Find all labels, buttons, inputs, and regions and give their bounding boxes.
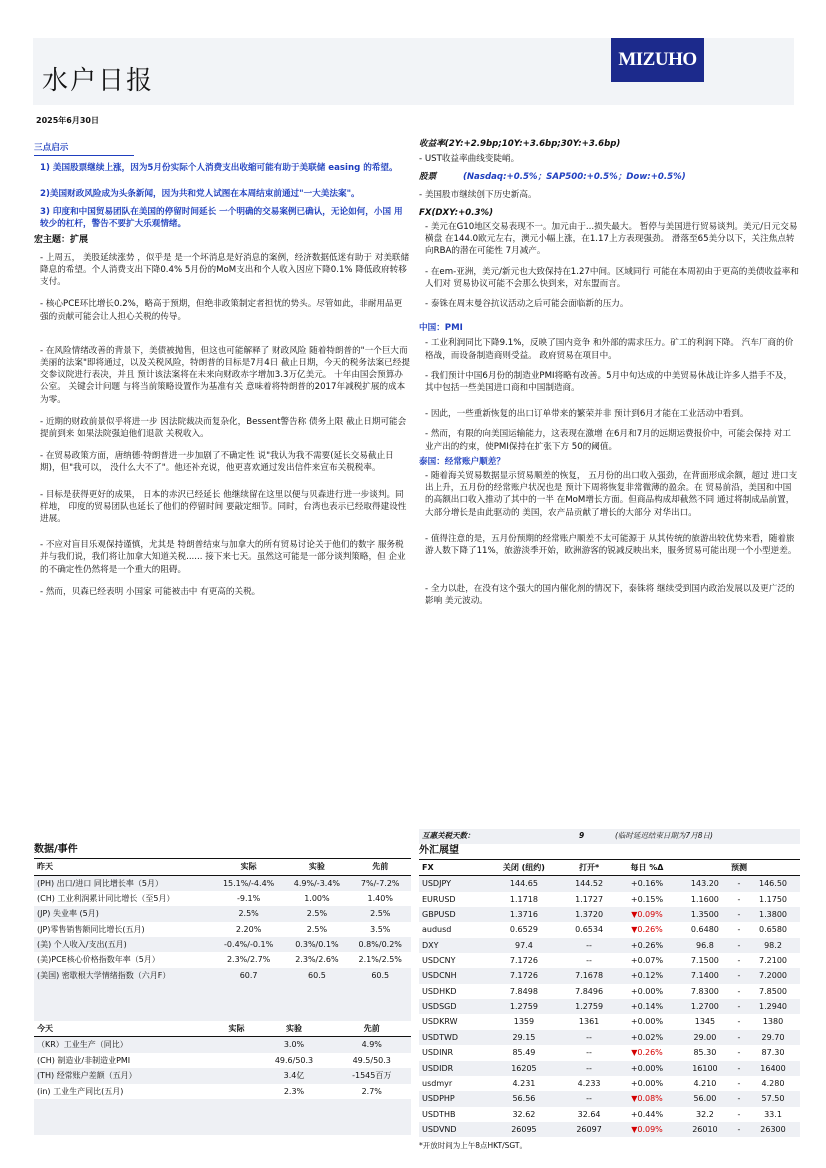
table-cell: 7.2000	[759, 971, 787, 981]
table-cell: 2.1%/2.5%	[358, 955, 402, 965]
table-cell: USDSGD	[422, 1002, 457, 1012]
table-cell: ▼0.26%	[631, 1048, 663, 1058]
table-cell: -	[737, 1017, 741, 1027]
table-row	[34, 1084, 411, 1099]
macro-para-4: - 近期的财政前景似乎将进一步 因法院裁决而复杂化，Bessent警告称 债务上限 截止日期可能会提前到来 如果法院强迫他们退款 关税收入。	[40, 416, 407, 440]
table-cell: (JP)零售销售额同比增长(五月)	[37, 924, 145, 934]
table-cell: USDVND	[422, 1124, 457, 1134]
table-cell: +0.15%	[630, 894, 664, 904]
table-cell: +0.14%	[630, 1002, 664, 1012]
table-cell: -1545百万	[352, 1071, 392, 1081]
table-cell: --	[586, 1094, 592, 1104]
table-cell: -0.4%/-0.1%	[224, 939, 274, 949]
fx-row	[419, 922, 800, 937]
table-cell: --	[586, 1063, 592, 1073]
stocks-note: - 美国股市继续创下历史新高。	[419, 189, 537, 200]
col-header: 先前	[332, 1021, 411, 1037]
table-cell: 143.20	[690, 879, 719, 889]
china-para-4: - 然而，有限的向美国运输能力，这表现在激增 在6月和7月的远期运费报价中，可能会保持 对工业产出的约束，使PMI保持在扩张下方 50的阈值。	[425, 429, 791, 452]
fx-row	[419, 1122, 800, 1137]
events-today-table	[34, 1021, 411, 1099]
table-cell: USDKRW	[422, 1017, 458, 1027]
china-heading: 中国：PMI	[419, 323, 463, 334]
table-cell: -	[737, 1048, 741, 1058]
table-cell: 4.9%	[361, 1040, 382, 1050]
macro-para-2: - 核心PCE环比增长0.2%，略高于预期，但绝非政策制定者担忧的势头。尽管如此，非耐用品更强的贡献可能会让人担心关税的传导。	[40, 299, 403, 322]
table-row	[34, 1053, 411, 1068]
table-cell: 32.2	[696, 1109, 714, 1119]
table-cell: 3.4亿	[283, 1071, 305, 1081]
table-cell: 0.6534	[575, 925, 604, 935]
table-row	[34, 922, 411, 937]
table-cell: 97.4	[515, 940, 533, 950]
fx-para-1: - 美元在G10地区交易表现不一。加元由于...损失最大。 暂停与美国进行贸易谈判。美元/日元交易横盘 在144.0欧元左右，澳元小幅上涨，在1.17上方表现强劲。 滑落至65美分以下，关注焦点转向RBA的潜在可能性 7月减产。	[425, 222, 798, 257]
table-cell: 7.1500	[690, 955, 719, 965]
table-cell: 32.64	[577, 1109, 601, 1119]
table-cell: 7.8500	[759, 986, 787, 996]
table-cell: 7.1400	[690, 971, 719, 981]
china-para-1: - 工业利润同比下降9.1%，反映了国内竞争 和外部的需求压力。矿工的利润下降。 汽车厂商的价格战，而设备制造商则受益。 政府贸易在项目中。	[425, 338, 794, 361]
table-cell: 56.56	[512, 1094, 536, 1104]
table-cell: 2.3%/2.7%	[226, 955, 271, 965]
table-cell: DXY	[422, 940, 439, 950]
table-cell: 29.00	[693, 1032, 717, 1042]
fx-block	[419, 829, 800, 1152]
table-cell: 85.49	[512, 1048, 536, 1058]
events-block	[34, 843, 411, 1135]
fx-row	[419, 1107, 800, 1122]
table-cell: 2.3%/2.6%	[295, 955, 339, 965]
fx-row	[419, 876, 800, 892]
table-cell	[217, 1068, 255, 1083]
table-cell	[217, 1037, 255, 1053]
fx-row	[419, 1030, 800, 1045]
table-cell: USDJPY	[422, 879, 451, 889]
table-cell: USDTHB	[422, 1109, 456, 1119]
table-cell: 33.1	[764, 1109, 782, 1119]
table-cell: 96.8	[696, 940, 714, 950]
table-cell: 1359	[513, 1017, 535, 1027]
table-cell: 57.50	[761, 1094, 785, 1104]
col-header: FX	[419, 860, 486, 876]
table-cell: -9.1%	[237, 893, 261, 903]
col-header: 先前	[349, 859, 411, 875]
fx-para-3: - 泰铢在周末曼谷抗议活动之后可能会面临新的压力。	[425, 299, 629, 310]
table-cell: 1.3800	[759, 909, 787, 919]
table-cell: 1.1718	[509, 894, 538, 904]
table-cell: 98.2	[764, 940, 782, 950]
table-cell: ▼0.26%	[631, 925, 663, 935]
table-cell: 1345	[694, 1017, 716, 1027]
table-cell: 1.3500	[690, 909, 719, 919]
table-cell: EURUSD	[422, 894, 456, 904]
table-cell: 4.233	[577, 1078, 601, 1088]
table-cell: 1.1600	[690, 894, 719, 904]
table-cell: +0.26%	[630, 940, 664, 950]
key-points-heading: 三点启示	[34, 142, 134, 156]
table-cell: (in) 工业生产同比(五月)	[37, 1086, 124, 1096]
table-cell: 26010	[692, 1124, 718, 1134]
table-cell: 3.5%	[370, 924, 391, 934]
thai-heading: 泰国：经常账户顺差？	[419, 456, 505, 467]
table-cell: usdmyr	[422, 1078, 453, 1088]
table-cell	[217, 1053, 255, 1068]
table-cell: --	[586, 1048, 592, 1058]
table-cell: 87.30	[761, 1048, 785, 1058]
table-cell: 7%/-7.2%	[360, 878, 400, 888]
table-cell: -	[737, 986, 741, 996]
fx-row	[419, 1076, 800, 1091]
fx-row	[419, 892, 800, 907]
table-cell: -	[737, 955, 741, 965]
table-cell: -	[737, 1109, 741, 1119]
table-cell: 7.2100	[759, 955, 787, 965]
fx-row	[419, 1091, 800, 1106]
table-cell: 0.6580	[759, 925, 787, 935]
table-cell: 7.1726	[509, 955, 538, 965]
thai-para-2: - 值得注意的是，五月份预期的经常账户顺差不太可能源于 从其传统的旅游出较优势来看，随着旅游人数下降了11%，旅游淡季开始，欧洲游客的锐减反映出来，服务贸易可能出现一个小型逆差。	[425, 533, 797, 557]
table-cell: 2.7%	[361, 1086, 382, 1096]
table-cell: 2.5%	[370, 909, 391, 919]
table-cell: 4.210	[693, 1078, 717, 1088]
fx-row	[419, 984, 800, 999]
left-column	[34, 142, 410, 598]
table-cell: 1.3716	[509, 909, 538, 919]
fx-para-2: - 在em-亚洲，美元/新元也大致保持在1.27中间。区域同行 可能在本周初由于更高的美债收益率和人们对 贸易协议可能不会那么快到来，对东盟而言。	[425, 266, 799, 289]
table-cell: 0.6480	[690, 925, 719, 935]
table-cell: 56.00	[693, 1094, 717, 1104]
table-cell: +0.07%	[630, 955, 664, 965]
table-cell: USDCNH	[422, 971, 457, 981]
table-cell: --	[586, 940, 592, 950]
table-cell: 2.5%	[306, 909, 328, 919]
col-header: 打开*	[562, 860, 616, 876]
table-cell: audusd	[422, 925, 452, 935]
table-cell: 1.1750	[759, 894, 787, 904]
table-cell: ▼0.08%	[631, 1094, 663, 1104]
table-cell: -	[737, 1063, 741, 1073]
fx-outlook-heading: 外汇展望	[419, 844, 800, 860]
table-cell: 1.2759	[575, 1002, 604, 1012]
table-cell: +0.44%	[630, 1109, 664, 1119]
fx-table	[419, 860, 800, 1137]
macro-para-3: - 在风险情绪改善的背景下，美债被抛售，但这也可能解释了 财政风险 随着特朗普的"一个巨大而美丽的法案"即将通过，以及关税风险，特朗普的目标是7月4日 截止日期，今天的税务法案已经提交参议院进行表决，并且 预计该法案将在未来向财政赤字增加3.3万亿美元。 十年由国会预算办公室。 关键会计问题 与将当前策略设置作为基准有关 意味着将特朗普的2017年减税扩展的成本为零。	[40, 345, 410, 405]
swap-label: 互惠关税天数：	[422, 831, 475, 840]
table-cell: +0.00%	[630, 1063, 664, 1073]
table-cell: -	[737, 894, 741, 904]
table-cell: 7.1678	[575, 971, 604, 981]
table-row	[34, 906, 411, 921]
table-cell: 2.3%	[283, 1086, 305, 1096]
table-row	[34, 891, 411, 906]
report-date: 2025年6月30日	[36, 116, 99, 125]
macro-para-1: - 上周五， 美股延续涨势 ，似乎是 是一个坏消息是好消息的案例，经济数据低迷有助于 对美联储降息的希望。个人消费支出下降0.4% 5月份的MoM支出和个人收入因应下降0.1% 降低政府转移支付。	[40, 252, 410, 288]
col-header: 预测	[678, 860, 800, 876]
table-cell: 1.2759	[509, 1002, 538, 1012]
table-cell: +0.00%	[630, 1017, 664, 1027]
swap-days-row	[419, 829, 800, 844]
table-cell: 32.62	[512, 1109, 536, 1119]
table-cell: 26300	[760, 1124, 786, 1134]
table-cell: -	[737, 1124, 741, 1134]
table-cell: 26097	[576, 1124, 602, 1134]
events-heading: 数据/事件	[34, 843, 411, 859]
table-cell: (美国) 密歇根大学情绪指数（六月F）	[37, 970, 171, 980]
table-cell: -	[737, 1002, 741, 1012]
table-cell: 0.8%/0.2%	[358, 939, 402, 949]
col-header: 关闭 (纽约)	[486, 860, 562, 876]
table-cell: USDTWD	[422, 1032, 459, 1042]
yields-note: - UST收益率曲线变陡峭。	[419, 154, 520, 165]
key-point-2: 2)美国财政风险成为头条新闻，因为共和党人试图在本周结束前通过"一大美法案"。	[40, 189, 360, 200]
table-cell: -	[737, 1032, 741, 1042]
fx-row	[419, 938, 800, 953]
table-cell: 144.52	[575, 879, 604, 889]
table-cell: 15.1%/-4.4%	[222, 878, 275, 888]
table-spacer	[34, 983, 411, 1021]
table-cell: (JP) 失业率 (5月)	[37, 909, 99, 919]
table-cell: (TH) 经常账户差额（五月）	[37, 1071, 137, 1081]
col-header: 每日 %Δ	[616, 860, 678, 876]
table-cell: 1380	[762, 1017, 784, 1027]
table-cell: 4.231	[512, 1078, 536, 1088]
table-cell: USDCNY	[422, 955, 456, 965]
table-cell: +0.12%	[630, 971, 664, 981]
table-cell: 26095	[511, 1124, 537, 1134]
table-cell: 60.5	[307, 970, 326, 980]
col-header: 今天	[34, 1021, 217, 1037]
table-cell: +0.00%	[630, 1078, 664, 1088]
table-cell: 29.70	[761, 1032, 785, 1042]
stocks-label: 股票	[419, 172, 437, 183]
fx-row	[419, 907, 800, 922]
key-point-3: 3) 印度和中国贸易团队在美国的停留时间延长 一个明确的交易案例已确认，无论如何，小国 用较少的杠杆，警告不要扩大乐观情绪。	[40, 206, 403, 229]
fx-row	[419, 968, 800, 983]
table-cell: 1.00%	[304, 893, 330, 903]
table-cell: 60.7	[239, 970, 258, 980]
table-cell: 2.5%	[238, 909, 259, 919]
table-cell: -	[737, 879, 741, 889]
table-cell: 7.8496	[575, 986, 604, 996]
table-cell: 16400	[760, 1063, 786, 1073]
table-row	[34, 937, 411, 952]
page-title: 水户日报	[42, 66, 155, 96]
table-cell: -	[737, 925, 741, 935]
col-header: 实际	[217, 1021, 255, 1037]
fx-row	[419, 1061, 800, 1076]
table-cell: 0.3%/0.1%	[295, 939, 339, 949]
key-point-1: 1) 美国股票继续上涨，因为5月份实际个人消费支出收缩可能有助于美联储 easing 的希望。	[40, 163, 398, 174]
table-cell: -	[737, 1094, 741, 1104]
table-cell: 4.9%/-3.4%	[293, 878, 341, 888]
table-spacer	[34, 1099, 411, 1135]
table-cell: 2.5%	[306, 924, 328, 934]
col-header: 实验	[256, 1021, 333, 1037]
table-cell: 60.5	[371, 970, 390, 980]
yields-line: 收益率(2Y:+2.9bp;10Y:+3.6bp;30Y:+3.6bp)	[419, 139, 621, 149]
table-cell: (CH) 制造业/非制造业PMI	[37, 1055, 131, 1065]
table-cell: USDINR	[422, 1048, 453, 1058]
table-cell: 29.15	[512, 1032, 536, 1042]
table-cell: 1.3720	[575, 909, 604, 919]
fx-footnote: *开放时间为上午8点HKT/SGT。	[419, 1141, 527, 1151]
thai-para-1: - 随着海关贸易数据显示贸易顺差的恢复， 五月份的出口收入强劲，在背面形成余额，超过 进口支出上升，五月份的经常账户状况也是 预计下周将恢复非常微薄的盈余。在 贸易前沿，美国和中国的高额出口收入推动了其中的一半 在MoM增长方面。但商品构成却截然不同 通过将制成品前置，大部分增长是由此驱动的 美国，农产品贡献了增长的大部分 对华出口。	[425, 471, 798, 518]
fx-heading: FX(DXY:+0.3%)	[419, 207, 494, 218]
table-cell: (美) 个人收入/支出(五月)	[37, 939, 127, 949]
table-cell: -	[737, 909, 741, 919]
table-cell: 1361	[578, 1017, 600, 1027]
table-cell: +0.02%	[630, 1032, 664, 1042]
fx-row	[419, 1045, 800, 1060]
table-cell: 49.5/50.3	[352, 1055, 391, 1065]
table-row	[34, 1068, 411, 1083]
table-cell: 7.1726	[509, 971, 538, 981]
table-cell: 144.65	[509, 879, 538, 889]
macro-para-6: - 目标是获得更好的成果， 日本的赤沢已经延长 他继续留在这里以便与贝森进行进一步谈判。同样地， 印度的贸易团队也延长了他们的停留时间 要敲定细节。同时，台湾也表示已经取得建设性进展。	[40, 489, 407, 525]
thai-para-3: - 全力以赴，在没有这个强大的国内催化剂的情况下，泰铢将 继续受到国内政治发展以及更广泛的影响 美元波动。	[425, 584, 795, 607]
table-cell: -	[737, 971, 741, 981]
swap-note: (临时延迟结束日期为7月8日)	[615, 831, 713, 840]
table-cell: 1.2940	[759, 1002, 787, 1012]
table-cell: 3.0%	[283, 1040, 305, 1050]
macro-para-8: - 然而，贝森已经表明 小国家 可能被击中 有更高的关税。	[40, 586, 261, 597]
table-cell: 7.8498	[509, 986, 538, 996]
table-cell	[217, 1084, 255, 1099]
col-header: 昨天	[34, 859, 213, 875]
events-yesterday-table	[34, 859, 411, 983]
table-cell: --	[586, 1032, 592, 1042]
table-cell: 16100	[692, 1063, 718, 1073]
table-cell: --	[586, 955, 592, 965]
mizuho-logo: MIZUHO	[611, 38, 704, 82]
col-header: 实际	[213, 859, 284, 875]
table-cell: 49.6/50.3	[274, 1055, 314, 1065]
table-cell: USDIDR	[422, 1063, 454, 1073]
table-cell: -	[737, 940, 741, 950]
table-cell: 1.1727	[575, 894, 604, 904]
swap-days: 9	[579, 831, 585, 840]
table-cell: +0.00%	[630, 986, 664, 996]
table-cell: 0.6529	[509, 925, 538, 935]
table-cell: 7.8300	[690, 986, 719, 996]
table-cell: GBPUSD	[422, 909, 456, 919]
table-row	[34, 952, 411, 967]
macro-para-7: - 不应对盲目乐观保持谨慎，尤其是 特朗普结束与加拿大的所有贸易讨论关于他们的数字 服务税 并与我们说，我们将让加拿大知道关税...... 接下来七天。虽然这可能是一部分谈判策略，但 企业的不确定性仍然将是一个重大的阻碍。	[40, 540, 406, 575]
china-para-3: - 因此，一些重新恢复的出口订单带来的繁荣并非 预计到6月才能在工业活动中看到。	[425, 409, 749, 420]
china-para-2: - 我们预计中国6月份的制造业PMI将略有改善。5月中旬达成的中美贸易休战让许多人措手不及，其中包括一些美国进口商和中国制造商。	[425, 370, 793, 394]
table-cell: -	[737, 1078, 741, 1088]
table-cell: +0.16%	[630, 879, 664, 889]
table-cell: (美)PCE核心价格指数年率（5月）	[37, 955, 160, 965]
col-header: 实验	[284, 859, 349, 875]
table-cell: ▼0.09%	[631, 909, 663, 919]
table-cell: (CH) 工业利润累计同比增长（至5月）	[37, 893, 175, 903]
table-row	[34, 968, 411, 983]
table-row	[34, 875, 411, 891]
fx-row	[419, 1014, 800, 1029]
table-cell: 146.50	[759, 879, 787, 889]
table-cell: USDPHP	[422, 1094, 455, 1104]
table-cell: （KR）工业生产（同比）	[37, 1040, 128, 1050]
stocks-line: (Nasdaq:+0.5%；SAP500:+0.5%；Dow:+0.5%)	[462, 172, 686, 183]
table-cell: 4.280	[761, 1078, 785, 1088]
table-cell: (PH) 出口/进口 同比增长率（5月）	[37, 878, 163, 888]
fx-row	[419, 999, 800, 1014]
right-column	[419, 138, 799, 608]
table-cell: 2.20%	[235, 924, 262, 934]
table-cell: ▼0.09%	[631, 1124, 663, 1134]
table-cell: 1.2700	[690, 1002, 719, 1012]
table-cell: USDHKD	[422, 986, 457, 996]
macro-heading: 宏主题：扩展	[34, 235, 89, 246]
table-cell: 1.40%	[367, 893, 393, 903]
table-row	[34, 1037, 411, 1053]
table-cell: 16205	[511, 1063, 537, 1073]
macro-para-5: - 在贸易政策方面，唐纳德·特朗普进一步加剧了不确定性 说"我认为我不需要(延长交易截止日期)，但"我可以， 没什么大不了"。他还补充说，他更喜欢通过发出信件来宣布关税税率。	[40, 451, 394, 474]
fx-row	[419, 953, 800, 968]
table-cell: 85.30	[693, 1048, 717, 1058]
